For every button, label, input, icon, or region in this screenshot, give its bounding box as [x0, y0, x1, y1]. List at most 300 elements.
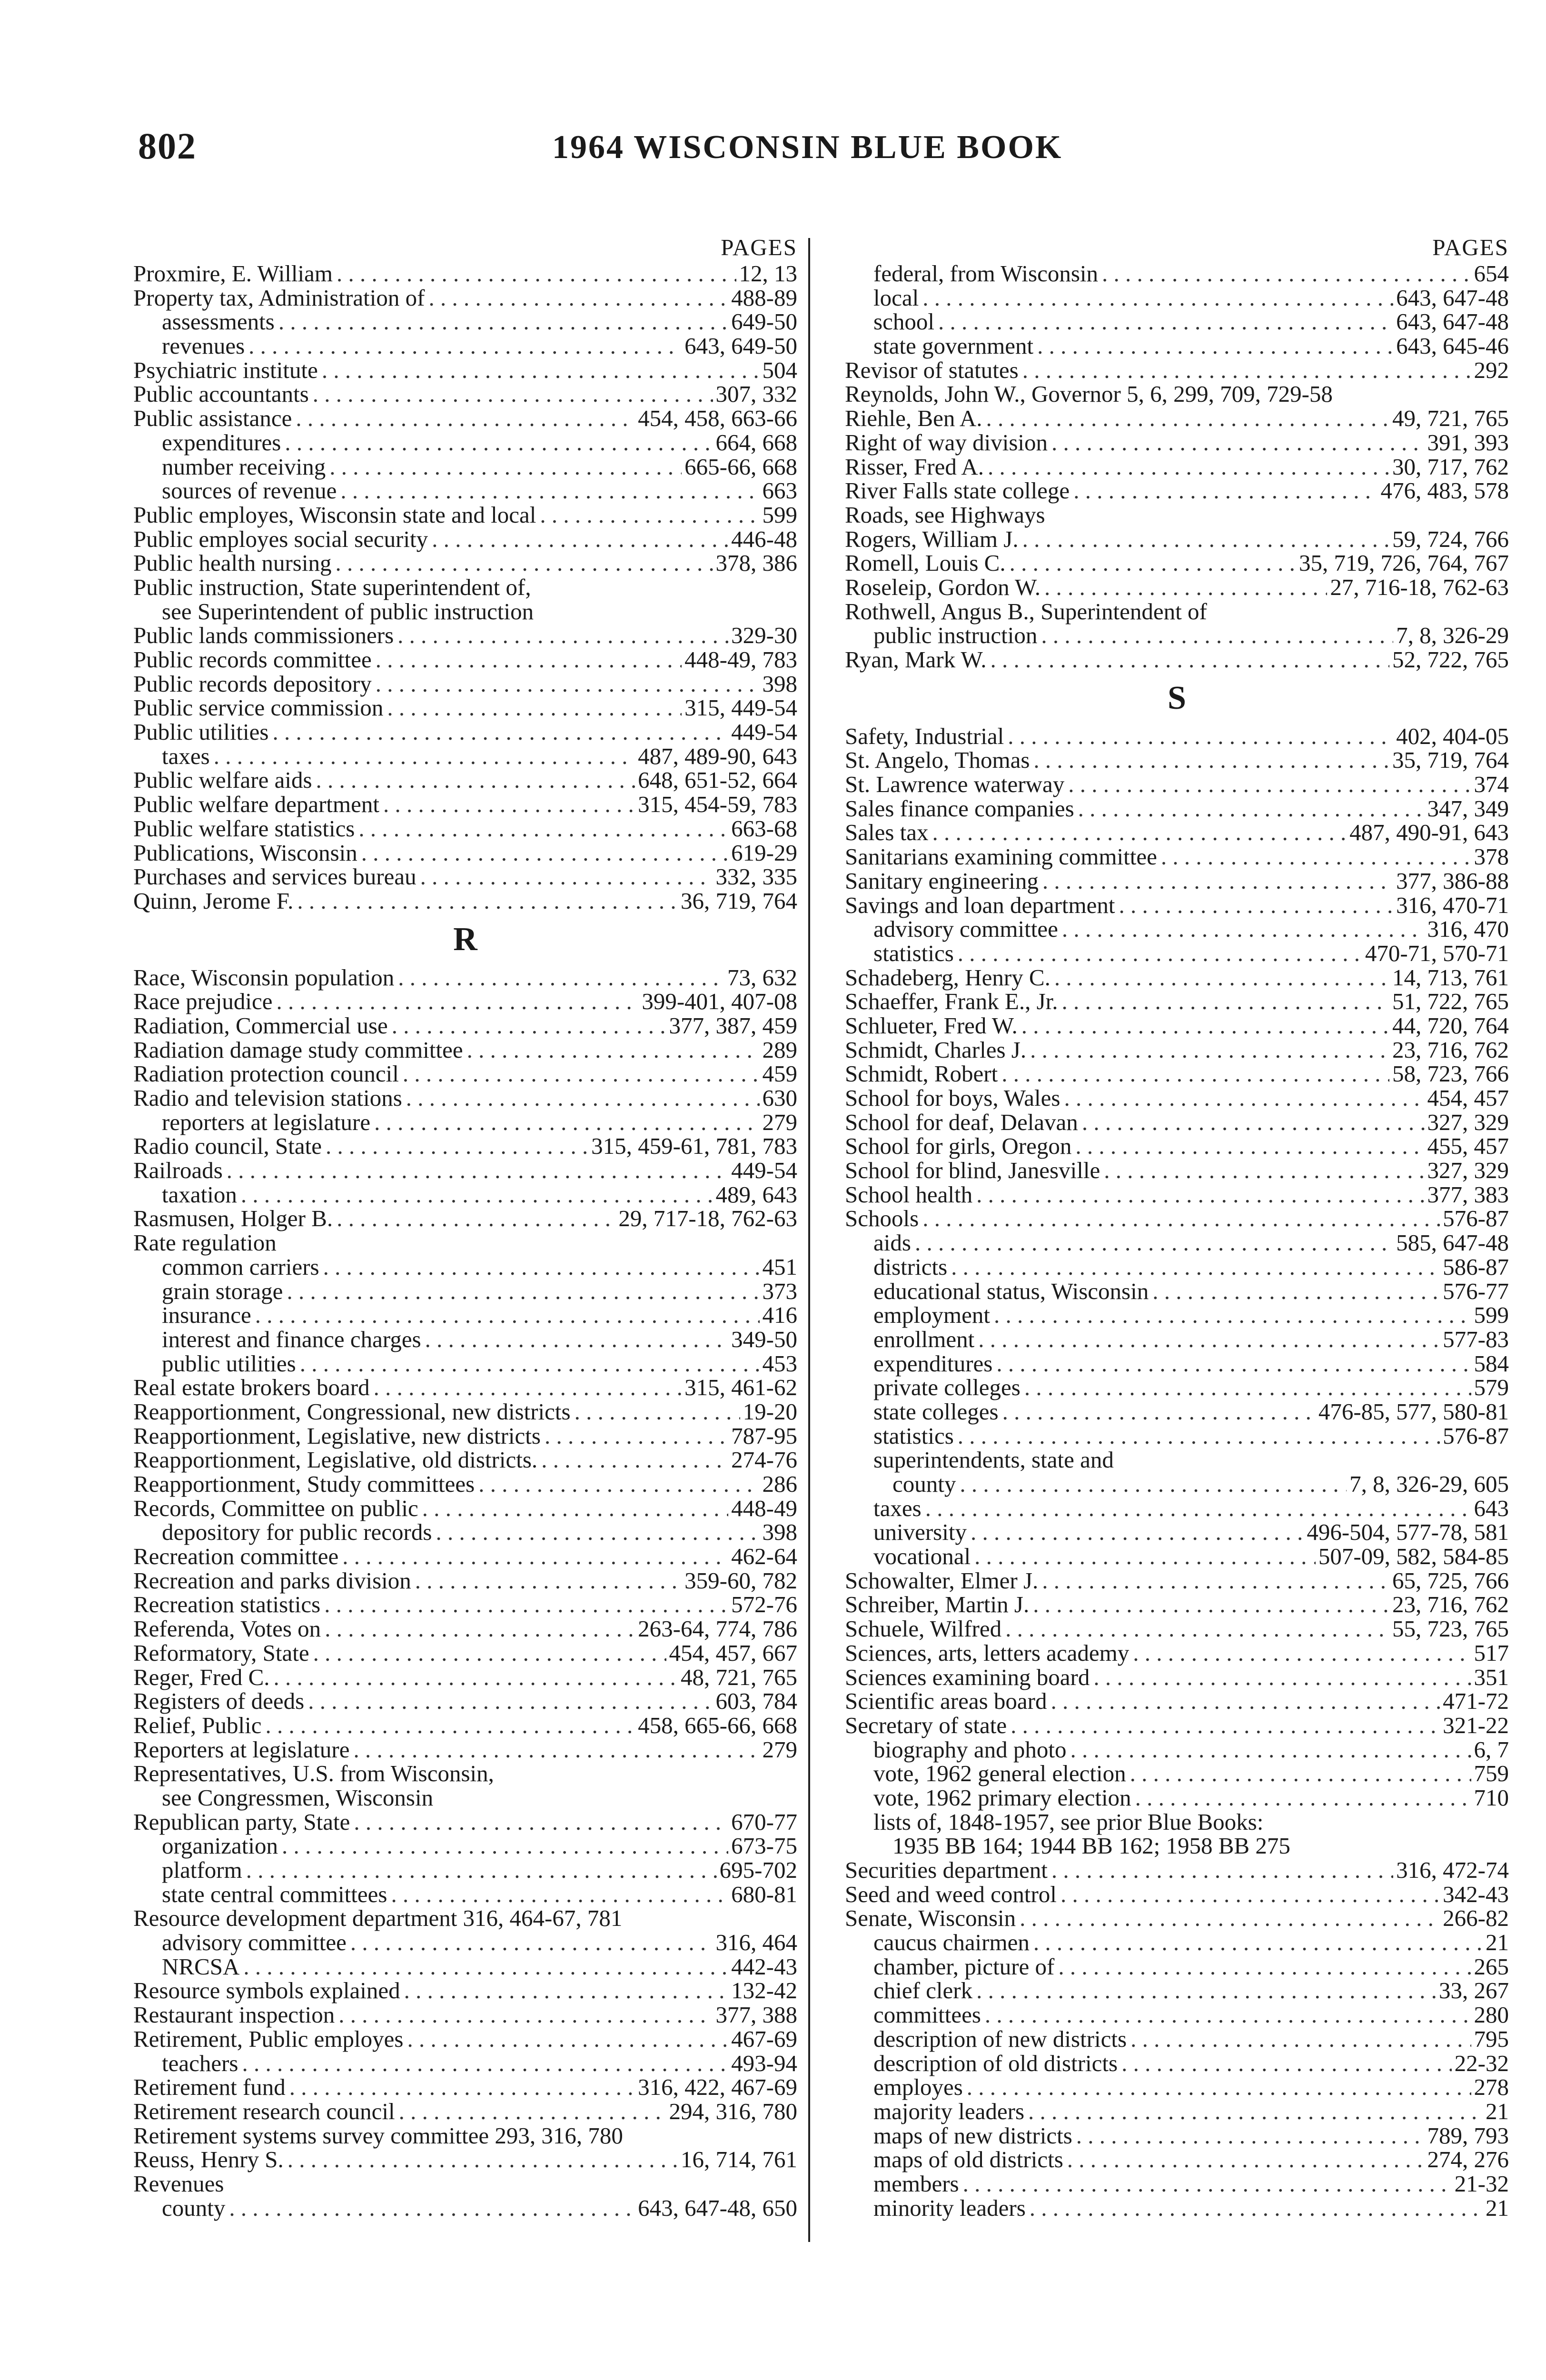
dot-leader [986, 648, 1389, 672]
index-term: Sales finance companies [845, 795, 1074, 822]
index-entry [133, 334, 797, 358]
page-references: 7, 8, 326-29 [1396, 622, 1509, 649]
index-entry [845, 1159, 1509, 1183]
index-entry [133, 2124, 797, 2148]
index-entry [133, 744, 797, 769]
index-entry [845, 1762, 1509, 1786]
index-term: state colleges [873, 1398, 999, 1425]
page-references: 21 [1486, 2098, 1509, 2124]
dot-leader [416, 865, 713, 889]
index-entry [845, 1111, 1509, 1135]
index-entry [133, 817, 797, 841]
index-term: Schreiber, Martin J. [845, 1591, 1030, 1618]
index-entry [133, 503, 797, 527]
dot-leader [1149, 1279, 1440, 1304]
dot-leader [318, 358, 760, 383]
index-term: Radiation protection council [133, 1061, 399, 1087]
page-references: 599 [762, 501, 797, 528]
dot-leader [278, 1834, 728, 1858]
page-references: 759 [1474, 1760, 1509, 1787]
dot-leader [956, 1472, 1347, 1497]
dot-leader [312, 768, 635, 793]
dot-leader [1018, 1014, 1389, 1038]
page-references: 73, 632 [727, 964, 797, 991]
index-term: interest and finance charges [162, 1326, 421, 1352]
index-entry [845, 1834, 1509, 1858]
page-references: 454, 457, 667 [669, 1639, 797, 1666]
page-references: 489, 643 [715, 1181, 797, 1208]
index-entry [133, 1183, 797, 1207]
index-term: Reformatory, State [133, 1639, 309, 1666]
index-term: Secretary of state [845, 1712, 1007, 1738]
index-entry [133, 286, 797, 310]
page-references: 619-29 [731, 839, 797, 866]
index-term: maps of old districts [873, 2146, 1063, 2173]
index-term: minority leaders [873, 2194, 1026, 2221]
index-entry [133, 1303, 797, 1328]
page-references: 643 [1474, 1495, 1509, 1521]
dot-leader [1131, 1786, 1471, 1810]
index-term: Radiation, Commercial use [133, 1012, 388, 1039]
index-term: School for girls, Oregon [845, 1133, 1072, 1160]
page-references: 351 [1474, 1664, 1509, 1690]
dot-leader [981, 2003, 1471, 2027]
index-term: organization [162, 1833, 278, 1859]
page-references: 673-75 [731, 1833, 797, 1859]
index-entry [133, 1448, 797, 1472]
page-references: 347, 349 [1427, 795, 1509, 822]
index-entry [845, 551, 1509, 575]
page-references: 577-83 [1443, 1326, 1509, 1352]
dot-leader [1071, 1134, 1424, 1159]
index-entry [845, 1062, 1509, 1086]
index-entry [845, 1207, 1509, 1231]
dot-leader [1041, 575, 1327, 600]
index-term: Roads, see Highways [845, 501, 1045, 528]
index-entry [133, 1883, 797, 1907]
dot-leader [984, 455, 1389, 479]
index-term: School for blind, Janesville [845, 1157, 1100, 1184]
page-references: 55, 723, 765 [1392, 1616, 1509, 1642]
page-references: 710 [1474, 1784, 1509, 1811]
dot-leader [922, 1497, 1471, 1521]
dot-leader [947, 1255, 1440, 1279]
dot-leader [1016, 1906, 1440, 1931]
index-term: Public service commission [133, 694, 384, 721]
dot-leader [275, 310, 728, 334]
page-references: 496-504, 577-78, 581 [1307, 1519, 1509, 1546]
dot-leader [418, 1497, 728, 1521]
dot-leader [399, 1062, 760, 1086]
index-term: taxes [162, 743, 210, 769]
dot-leader [239, 1955, 728, 1979]
index-entry [133, 1086, 797, 1111]
index-entry [845, 1448, 1509, 1472]
index-entry [845, 286, 1509, 310]
index-entry [845, 1593, 1509, 1617]
dot-leader [1057, 1883, 1440, 1907]
index-term: Rasmusen, Holger B. [133, 1205, 333, 1232]
dot-leader [1001, 1617, 1389, 1641]
page-references: 649-50 [731, 308, 797, 335]
index-entry [133, 720, 797, 744]
index-entry [845, 1086, 1509, 1111]
page-references: 695-702 [719, 1857, 797, 1883]
index-entry [845, 2052, 1509, 2076]
dot-leader [394, 966, 724, 990]
page-references: 476-85, 577, 580-81 [1318, 1398, 1509, 1425]
index-term: state central committees [162, 1881, 387, 1907]
index-term: county [162, 2194, 226, 2221]
page-references: 378 [1474, 843, 1509, 870]
index-term: Psychiatric institute [133, 357, 318, 383]
index-entry [133, 1134, 797, 1159]
index-entry [845, 1134, 1509, 1159]
dot-leader [998, 1062, 1389, 1086]
dot-leader [1129, 1641, 1471, 1666]
dot-leader [1006, 551, 1296, 575]
index-term: Public instruction, State superintendent of, [133, 574, 531, 600]
index-entry [133, 2148, 797, 2172]
index-term: Reger, Fred C. [133, 1664, 270, 1690]
dot-leader [270, 1666, 678, 1690]
dot-leader [321, 1617, 635, 1641]
dot-leader [292, 407, 635, 431]
index-term: Public employes social security [133, 526, 428, 552]
page-references: 643, 647-48 [1396, 284, 1509, 311]
index-entry [133, 1038, 797, 1062]
dot-leader [934, 310, 1393, 334]
index-term: Race prejudice [133, 988, 273, 1015]
index-term: Sanitary engineering [845, 867, 1039, 894]
dot-leader [972, 1183, 1424, 1207]
index-entry [845, 431, 1509, 455]
page-references: 342-43 [1443, 1881, 1509, 1907]
dot-leader [1074, 797, 1425, 821]
index-entry [845, 648, 1509, 672]
index-term: Reapportionment, Legislative, old districts. [133, 1447, 538, 1473]
page-references: 476, 483, 578 [1380, 477, 1509, 504]
index-entry [845, 1038, 1509, 1062]
index-term: Public welfare statistics [133, 815, 355, 842]
page-references: 665-66, 668 [684, 453, 797, 480]
page-references: 664, 668 [715, 429, 797, 456]
index-term: Schmidt, Robert [845, 1061, 998, 1087]
index-entry [133, 1641, 797, 1666]
index-entry [133, 1762, 797, 1786]
index-term: assessments [162, 308, 275, 335]
index-entry [133, 990, 797, 1014]
index-term: employes [873, 2074, 963, 2101]
dot-leader [403, 2027, 728, 2052]
index-entry [845, 1352, 1509, 1376]
dot-leader [1021, 1376, 1471, 1400]
index-entry [845, 1641, 1509, 1666]
index-term: Sciences examining board [845, 1664, 1090, 1690]
page-references: 643, 647-48 [1396, 308, 1509, 335]
page-references: 329-30 [731, 622, 797, 649]
dot-leader [304, 1689, 713, 1714]
page-references: 584 [1474, 1350, 1509, 1377]
dot-leader [432, 1520, 759, 1545]
index-term: taxation [162, 1181, 237, 1208]
index-entry [133, 966, 797, 990]
dot-leader [1063, 2148, 1425, 2172]
index-term: Restaurant inspection [133, 2002, 335, 2028]
dot-leader [338, 1545, 728, 1569]
page-references: 378, 386 [715, 550, 797, 576]
page-references: 35, 719, 764 [1392, 747, 1509, 774]
index-term: caucus chairmen [873, 1929, 1030, 1956]
index-term: School for deaf, Delavan [845, 1109, 1078, 1135]
page-references: 402, 404-05 [1396, 723, 1509, 749]
column-divider [808, 238, 810, 2242]
index-entry [133, 1714, 797, 1738]
dot-leader [1039, 869, 1393, 893]
index-entry [133, 1858, 797, 1883]
index-term: county [892, 1471, 956, 1497]
index-entry [133, 2100, 797, 2124]
page-references: 467-69 [731, 2025, 797, 2052]
index-entry [845, 966, 1509, 990]
index-term: Reynolds, John W., Governor 5, 6, 299, 709, 729-58 [845, 381, 1333, 407]
index-term: Seed and weed control [845, 1881, 1057, 1907]
index-term: Public health nursing [133, 550, 332, 576]
dot-leader [1072, 2124, 1425, 2148]
dot-leader [1004, 724, 1393, 749]
page-references: 279 [762, 1109, 797, 1135]
index-term: members [873, 2170, 959, 2197]
index-entry [133, 1738, 797, 1762]
dot-leader [1070, 479, 1378, 503]
page-references: 493-94 [731, 2050, 797, 2076]
index-term: maps of new districts [873, 2122, 1072, 2149]
dot-leader [911, 1231, 1393, 1255]
index-entry [845, 1328, 1509, 1352]
index-entry [845, 455, 1509, 479]
index-entry [845, 2003, 1509, 2027]
dot-leader [319, 1255, 760, 1279]
page-references: 448-49 [731, 1495, 797, 1521]
index-entry [845, 1906, 1509, 1931]
dot-leader [349, 1738, 759, 1762]
index-group-r [133, 966, 797, 2221]
index-entry [845, 1955, 1509, 1979]
index-term: expenditures [162, 429, 281, 456]
index-term: Savings and loan department [845, 892, 1115, 918]
index-column-right [845, 233, 1509, 2220]
index-entry [845, 1617, 1509, 1641]
index-column-left [133, 233, 797, 2220]
page-references: 315, 459-61, 781, 783 [591, 1133, 797, 1160]
dot-leader [283, 1279, 759, 1304]
page-references: 278 [1474, 2074, 1509, 2101]
page-references: 448-49, 783 [684, 646, 797, 673]
index-entry [133, 2172, 797, 2196]
page-references: 52, 722, 765 [1392, 646, 1509, 673]
index-entry [845, 893, 1509, 918]
dot-leader [261, 1714, 635, 1738]
dot-leader [372, 648, 682, 672]
index-term: Schowalter, Elmer J. [845, 1567, 1039, 1594]
index-term: Public records committee [133, 646, 372, 673]
index-entry [133, 889, 797, 913]
index-entry [133, 672, 797, 696]
dot-leader [309, 1641, 666, 1666]
index-term: Representatives, U.S. from Wisconsin, [133, 1760, 494, 1787]
page-references: 21-32 [1454, 2170, 1509, 2197]
index-term: Reapportionment, Congressional, new districts [133, 1398, 571, 1425]
dot-leader [223, 1159, 728, 1183]
index-term: Sanitarians examining committee [845, 843, 1157, 870]
index-term: Right of way division [845, 429, 1048, 456]
dot-leader [1048, 1858, 1393, 1883]
dot-leader [954, 942, 1362, 966]
page-references: 316, 422, 467-69 [638, 2074, 797, 2101]
dot-leader [402, 1086, 760, 1111]
index-term: federal, from Wisconsin [873, 260, 1099, 287]
page-references: 263-64, 774, 786 [638, 1616, 797, 1642]
section-letter: S [1168, 679, 1186, 716]
page-references: 599 [1474, 1302, 1509, 1329]
page-references: 49, 721, 765 [1392, 405, 1509, 432]
page-references: 446-48 [731, 526, 797, 552]
index-entry [133, 1255, 797, 1279]
dot-leader [1007, 1714, 1440, 1738]
index-entry [845, 724, 1509, 749]
page-references: 517 [1474, 1639, 1509, 1666]
index-term: Schadeberg, Henry C. [845, 964, 1050, 991]
index-term: chamber, picture of [873, 1953, 1055, 1980]
page-references: 12, 13 [739, 260, 797, 287]
page-title: 1964 WISCONSIN BLUE BOOK [552, 129, 1063, 166]
index-entry [133, 310, 797, 334]
index-entry [845, 1303, 1509, 1328]
index-entry [845, 1569, 1509, 1593]
index-term: Scientific areas board [845, 1688, 1047, 1715]
index-entry [845, 407, 1509, 431]
page-references: 35, 719, 726, 764, 767 [1299, 550, 1509, 576]
page-references: 455, 457 [1427, 1133, 1509, 1160]
index-term: local [873, 284, 919, 311]
page-references: 65, 725, 766 [1392, 1567, 1509, 1594]
index-term: private colleges [873, 1374, 1021, 1401]
index-term: Reapportionment, Legislative, new districts [133, 1422, 541, 1449]
dot-leader [1060, 1086, 1424, 1111]
index-term: 1935 BB 164; 1944 BB 162; 1958 BB 275 [892, 1833, 1290, 1859]
dot-leader [379, 793, 635, 817]
index-entry [133, 1328, 797, 1352]
index-term: Revenues [133, 2170, 224, 2197]
dot-leader [990, 1303, 1471, 1328]
index-term: university [873, 1519, 967, 1546]
index-term: aids [873, 1230, 911, 1256]
index-term: Schools [845, 1205, 919, 1232]
index-entry [133, 1472, 797, 1497]
index-term: see Congressmen, Wisconsin [162, 1784, 434, 1811]
page-references: 789, 793 [1427, 2122, 1509, 2149]
index-entry [133, 1593, 797, 1617]
index-entry [133, 1062, 797, 1086]
index-term: Public assistance [133, 405, 292, 432]
index-group-p [133, 262, 797, 913]
index-term: common carriers [162, 1253, 319, 1280]
page-references: 359-60, 782 [684, 1567, 797, 1594]
index-term: Proxmire, E. William [133, 260, 333, 287]
index-entry [845, 1497, 1509, 1521]
page-references: 316, 470 [1427, 916, 1509, 942]
index-entry [845, 1786, 1509, 1810]
index-entry [845, 1255, 1509, 1279]
dot-leader [929, 821, 1347, 845]
page-references: 488-89 [731, 284, 797, 311]
page-references: 603, 784 [715, 1688, 797, 1715]
index-group-r-continued [845, 262, 1509, 672]
dot-leader [959, 2172, 1452, 2196]
page-references: 292 [1474, 357, 1509, 383]
page-references: 19-20 [743, 1398, 797, 1425]
dot-leader [1029, 1593, 1389, 1617]
page-references: 316, 472-74 [1396, 1857, 1509, 1883]
index-entry [845, 1883, 1509, 1907]
index-term: Reapportionment, Study committees [133, 1471, 475, 1497]
index-term: educational status, Wisconsin [873, 1278, 1149, 1304]
dot-leader [967, 1520, 1304, 1545]
index-term: employment [873, 1302, 990, 1329]
page-references: 504 [762, 357, 797, 383]
index-term: Property tax, Administration of [133, 284, 425, 311]
page-references: 289 [762, 1036, 797, 1063]
index-term: taxes [873, 1495, 922, 1521]
dot-leader [1050, 966, 1389, 990]
dot-leader [463, 1038, 760, 1062]
page-references: 398 [762, 1519, 797, 1546]
index-entry [845, 527, 1509, 552]
dot-leader [1126, 1762, 1471, 1786]
index-term: lists of, 1848-1957, see prior Blue Books: [873, 1808, 1264, 1835]
index-entry [133, 1617, 797, 1641]
index-entry [845, 917, 1509, 942]
dot-leader [284, 2148, 678, 2172]
index-entry [133, 696, 797, 720]
index-entry [845, 1376, 1509, 1400]
index-entry [133, 1979, 797, 2003]
dot-leader [999, 1400, 1316, 1424]
index-term: Sales tax [845, 819, 929, 846]
page-references: 349-50 [731, 1326, 797, 1352]
index-entry [845, 2124, 1509, 2148]
dot-leader [238, 2052, 729, 2076]
index-term: Public welfare department [133, 791, 380, 818]
index-term: Public welfare aids [133, 767, 312, 793]
index-term: Schaeffer, Frank E., Jr. [845, 988, 1058, 1015]
index-term: Radio council, State [133, 1133, 322, 1160]
dot-leader [296, 1352, 760, 1376]
dot-leader [475, 1472, 759, 1497]
page-references: 487, 489-90, 643 [638, 743, 797, 769]
dot-leader [242, 1858, 717, 1883]
index-entry [133, 600, 797, 624]
dot-leader [1058, 990, 1389, 1014]
index-term: Reporters at legislature [133, 1736, 350, 1763]
dot-leader [425, 286, 728, 310]
page-references: 654 [1474, 260, 1509, 287]
index-entry [133, 479, 797, 503]
page-references: 670-77 [731, 1808, 797, 1835]
index-term: advisory committee [873, 916, 1058, 942]
dot-leader [210, 744, 635, 769]
index-entry [845, 2075, 1509, 2100]
